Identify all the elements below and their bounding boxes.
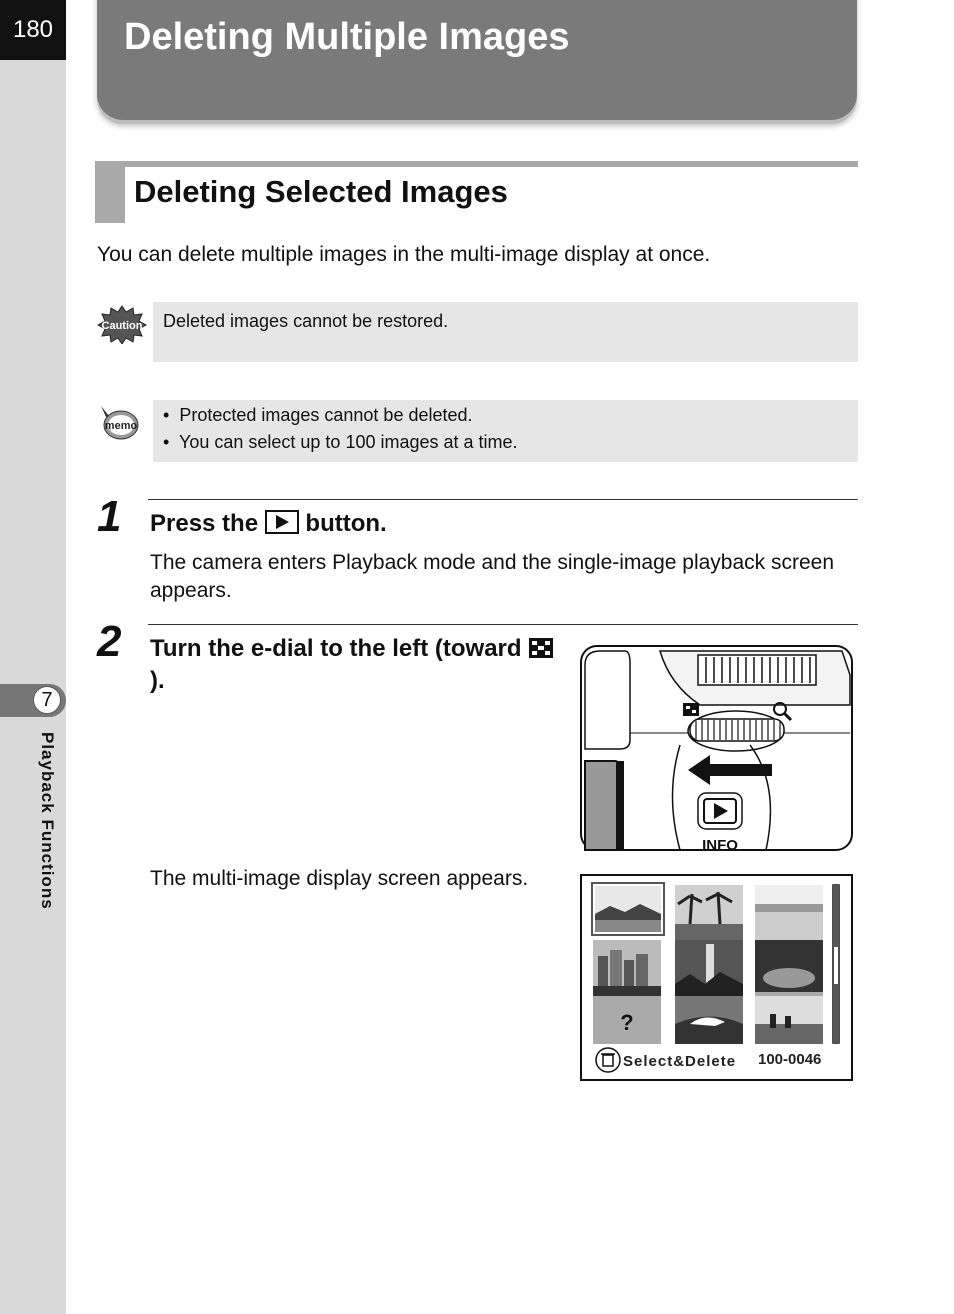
multi-image-icon bbox=[683, 703, 699, 716]
chapter-label: Playback Functions bbox=[38, 732, 57, 910]
step-number: 1 bbox=[97, 492, 122, 541]
multi-image-screen-illustration bbox=[580, 874, 853, 1081]
page-title: Deleting Multiple Images bbox=[124, 16, 570, 58]
memo-icon-label: memo bbox=[104, 420, 138, 432]
caution-note bbox=[153, 302, 858, 362]
step-number: 2 bbox=[97, 617, 122, 666]
caution-icon-label: Caution bbox=[101, 320, 143, 332]
chapter-sidebar bbox=[0, 0, 66, 1314]
section-title: Deleting Selected Images bbox=[134, 174, 508, 209]
caution-text: Deleted images cannot be restored. bbox=[163, 311, 449, 331]
memo-note bbox=[153, 400, 858, 462]
step-divider bbox=[148, 499, 858, 500]
unknown-image-mark: ? bbox=[620, 1010, 634, 1035]
section-marker bbox=[95, 161, 125, 223]
chapter-number: 7 bbox=[33, 686, 61, 714]
intro-text: You can delete multiple images in the multi-image display at once. bbox=[97, 243, 711, 266]
step-body: The camera enters Playback mode and the single-image playback screen appears. bbox=[150, 551, 835, 602]
trash-icon bbox=[596, 1048, 620, 1072]
camera-dial-illustration bbox=[580, 645, 853, 851]
step-title: Turn the e-dial to the left (toward ). bbox=[150, 633, 560, 697]
page-number: 180 bbox=[0, 0, 66, 60]
multi-image-icon bbox=[528, 637, 554, 659]
memo-item: • You can select up to 100 images at a time. bbox=[163, 432, 518, 452]
select-delete-label: Select&Delete bbox=[623, 1053, 737, 1070]
step-divider bbox=[148, 624, 858, 625]
file-number: 100-0046 bbox=[758, 1051, 822, 1068]
step-body: The multi-image display screen appears. bbox=[150, 867, 529, 890]
step-title: Press the button. bbox=[150, 510, 387, 537]
playback-icon bbox=[265, 510, 299, 534]
section-rule bbox=[95, 161, 858, 167]
memo-icon bbox=[97, 402, 141, 442]
memo-item: • Protected images cannot be deleted. bbox=[163, 405, 473, 425]
info-label: INFO bbox=[702, 837, 738, 851]
caution-icon bbox=[97, 304, 147, 344]
